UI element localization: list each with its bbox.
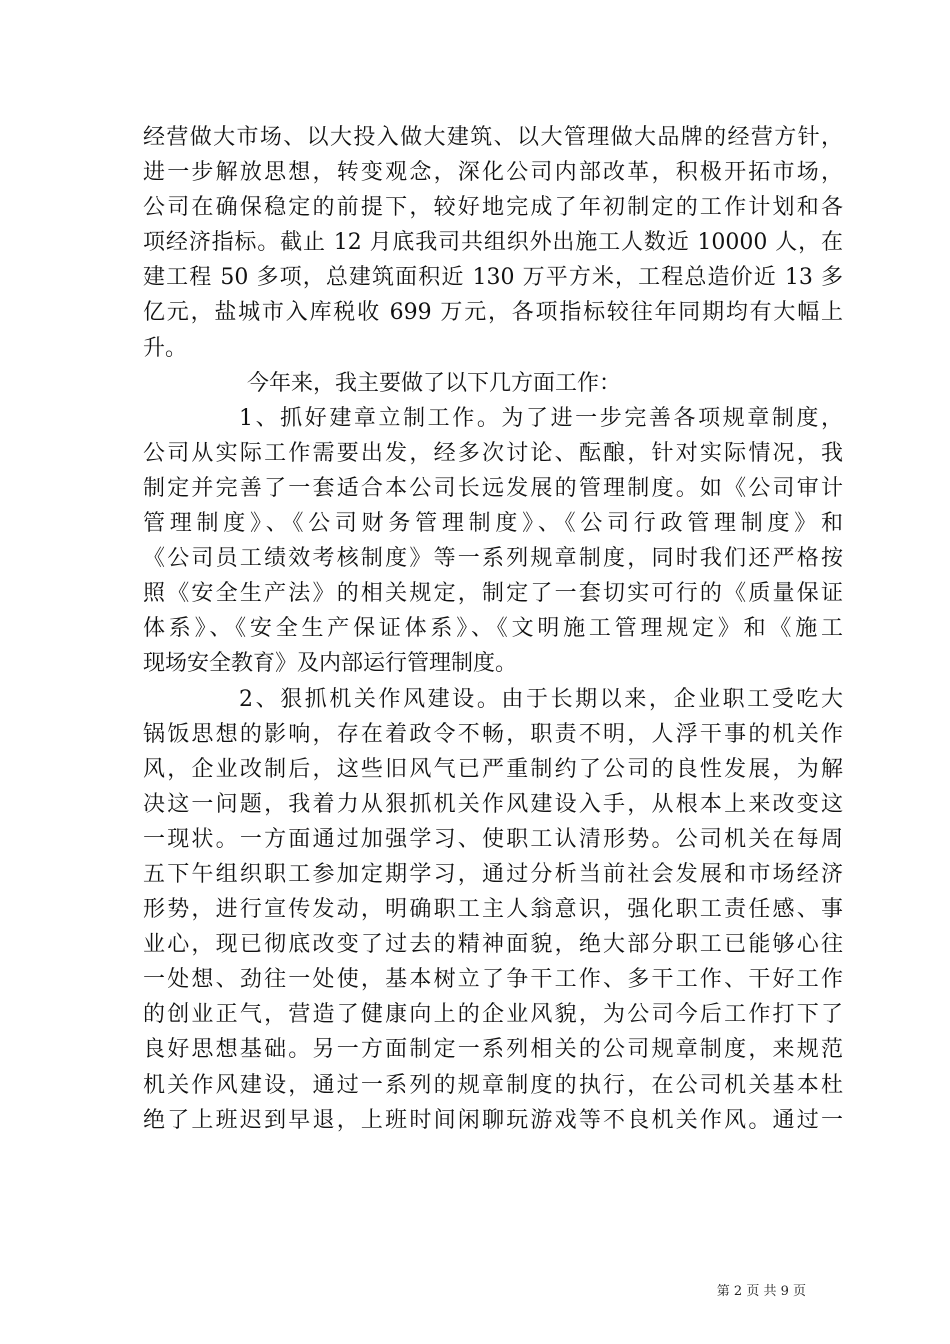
text-line: 管理制度》、《公司财务管理制度》、《公司行政管理制度》和 [143,511,843,537]
text-line: 现场安全教育》及内部运行管理制度。 [143,651,518,677]
text-line: 亿元，盐城市入库税收 699 万元，各项指标较往年同期均有大幅上 [143,300,843,326]
text-line: 公司从实际工作需要出发，经多次讨论、酝酿，针对实际情况，我 [143,440,843,466]
text-line: 公司在确保稳定的前提下，较好地完成了年初制定的工作计划和各 [143,195,843,221]
text-line: 风，企业改制后，这些旧风气已严重制约了公司的良性发展，为解 [143,756,843,782]
text-line: 决这一问题，我着力从狠抓机关作风建设入手，从根本上来改变这 [143,791,843,817]
text-line: 良好思想基础。另一方面制定一系列相关的公司规章制度，来规范 [143,1037,843,1063]
text-line: 进一步解放思想，转变观念，深化公司内部改革，积极开拓市场， [143,160,843,186]
text-line: 五下午组织职工参加定期学习，通过分析当前社会发展和市场经济 [143,861,843,887]
text-line: 业心，现已彻底改变了过去的精神面貌，绝大部分职工已能够心往 [143,932,843,958]
text-line: 《公司员工绩效考核制度》等一系列规章制度，同时我们还严格按 [143,546,843,572]
text-line: 升。 [143,335,188,361]
text-line: 一处想、劲往一处使，基本树立了争干工作、多干工作、干好工作 [143,967,843,993]
text-line: 机关作风建设，通过一系列的规章制度的执行，在公司机关基本杜 [143,1072,843,1098]
page-number-footer: 第 2 页 共 9 页 [716,1284,806,1299]
text-line: 体系》、《安全生产保证体系》、《文明施工管理规定》和《施工 [143,616,843,642]
text-line: 照《安全生产法》的相关规定，制定了一套切实可行的《质量保证 [143,581,843,607]
section-heading-line-2: 2、狠抓机关作风建设。由于长期以来，企业职工受吃大 [239,686,843,712]
section-heading-line-1: 1、抓好建章立制工作。为了进一步完善各项规章制度， [239,405,843,431]
text-line: 制定并完善了一套适合本公司长远发展的管理制度。如《公司审计 [143,475,843,501]
paragraph-intro-line: 今年来，我主要做了以下几方面工作： [247,370,622,396]
text-line: 的创业正气，营造了健康向上的企业风貌，为公司今后工作打下了 [143,1002,843,1028]
text-line: 建工程 50 多项，总建筑面积近 130 万平方米，工程总造价近 13 多 [143,265,843,291]
text-line: 绝了上班迟到早退，上班时间闲聊玩游戏等不良机关作风。通过一 [143,1107,843,1133]
text-line: 经营做大市场、以大投入做大建筑、以大管理做大品牌的经营方针， [143,125,843,150]
text-line: 项经济指标。截止 12 月底我司共组织外出施工人数近 10000 人，在 [143,230,843,256]
document-body [143,120,843,1138]
text-line: 形势，进行宣传发动，明确职工主人翁意识，强化职工责任感、事 [143,897,843,923]
text-line: 一现状。一方面通过加强学习、使职工认清形势。公司机关在每周 [143,826,843,852]
text-line: 锅饭思想的影响，存在着政令不畅，职责不明，人浮干事的机关作 [143,721,843,747]
